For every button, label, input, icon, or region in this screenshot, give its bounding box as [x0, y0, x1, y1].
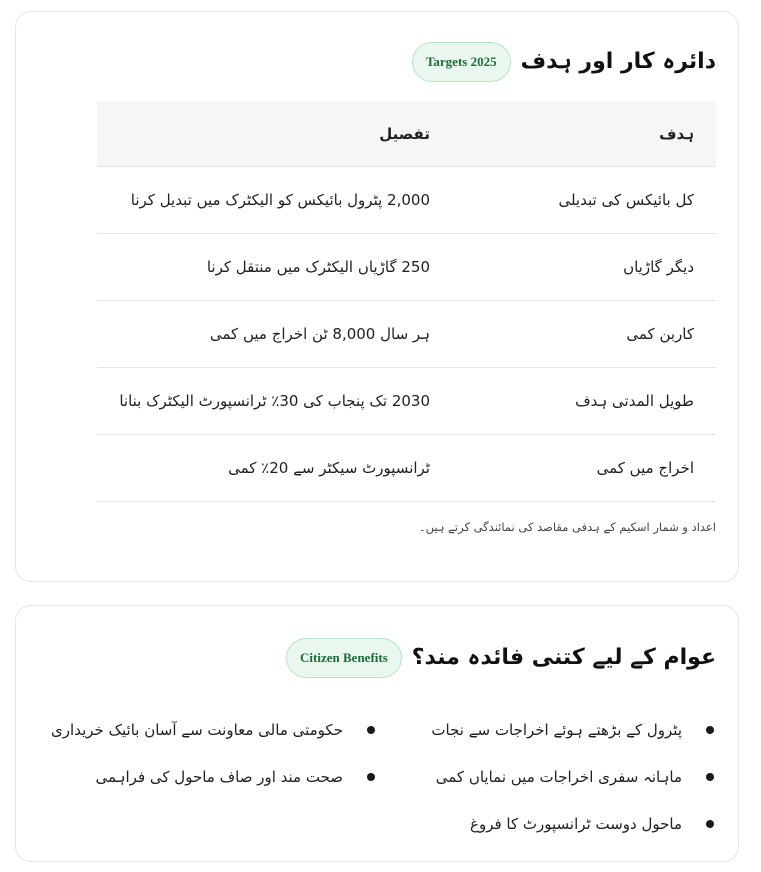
benefit-text: صحت مند اور صاف ماحول کی فراہمی: [95, 767, 343, 786]
benefit-text: حکومتی مالی معاونت سے آسان بائیک خریداری: [51, 720, 343, 739]
targets-title: دائرہ کار اور ہدف: [520, 48, 716, 74]
list-item: [377, 706, 716, 753]
benefits-column-right: [377, 706, 716, 847]
goal-cell: دیگر گاڑیاں: [452, 234, 716, 301]
goal-cell: کل بائیکس کی تبدیلی: [452, 167, 716, 234]
goal-cell: اخراج میں کمی: [452, 435, 716, 502]
list-item: [38, 706, 377, 753]
benefit-text: ماحول دوست ٹرانسپورٹ کا فروغ: [470, 814, 682, 833]
detail-cell: 2030 تک پنجاب کی 30٪ ٹرانسپورٹ الیکٹرک بنانا: [97, 368, 452, 435]
targets-header: [412, 42, 716, 82]
bullet-icon: [706, 773, 714, 781]
table-row: [97, 234, 716, 301]
targets-card: [15, 11, 739, 582]
bullet-icon: [367, 773, 375, 781]
list-item: [377, 800, 716, 847]
goal-cell: کاربن کمی: [452, 301, 716, 368]
benefits-header: [286, 638, 716, 678]
table-row: [97, 368, 716, 435]
benefits-column-left: [38, 706, 377, 847]
detail-cell: ٹرانسپورٹ سیکٹر سے 20٪ کمی: [97, 435, 452, 502]
bullet-icon: [706, 726, 714, 734]
bullet-icon: [706, 820, 714, 828]
targets-badge: Targets 2025: [412, 42, 511, 82]
benefits-card: [15, 605, 739, 862]
detail-column-header: تفصیل: [379, 124, 430, 143]
detail-cell: 250 گاڑیاں الیکٹرک میں منتقل کرنا: [97, 234, 452, 301]
table-row: [97, 435, 716, 502]
detail-cell: ہر سال 8,000 ٹن اخراج میں کمی: [97, 301, 452, 368]
detail-cell: 2,000 پٹرول بائیکس کو الیکٹرک میں تبدیل کرنا: [97, 167, 452, 234]
list-item: [377, 753, 716, 800]
benefits-list: [38, 706, 716, 847]
benefits-badge: Citizen Benefits: [286, 638, 402, 678]
table-row: [97, 167, 716, 234]
bullet-icon: [367, 726, 375, 734]
targets-table: [97, 101, 716, 502]
targets-footnote: اعداد و شمار اسکیم کے ہدفی مقاصد کی نمائندگی کرتے ہیں۔: [418, 520, 716, 534]
benefit-text: ماہانہ سفری اخراجات میں نمایاں کمی: [435, 767, 682, 786]
table-row: [97, 301, 716, 368]
table-header-row: [97, 101, 716, 167]
goal-cell: طویل المدتی ہدف: [452, 368, 716, 435]
benefit-text: پٹرول کے بڑھتے ہوئے اخراجات سے نجات: [431, 720, 682, 739]
benefits-title: عوام کے لیے کتنی فائدہ مند؟: [411, 644, 716, 670]
list-item: [38, 753, 377, 800]
goal-column-header: ہدف: [659, 124, 694, 143]
